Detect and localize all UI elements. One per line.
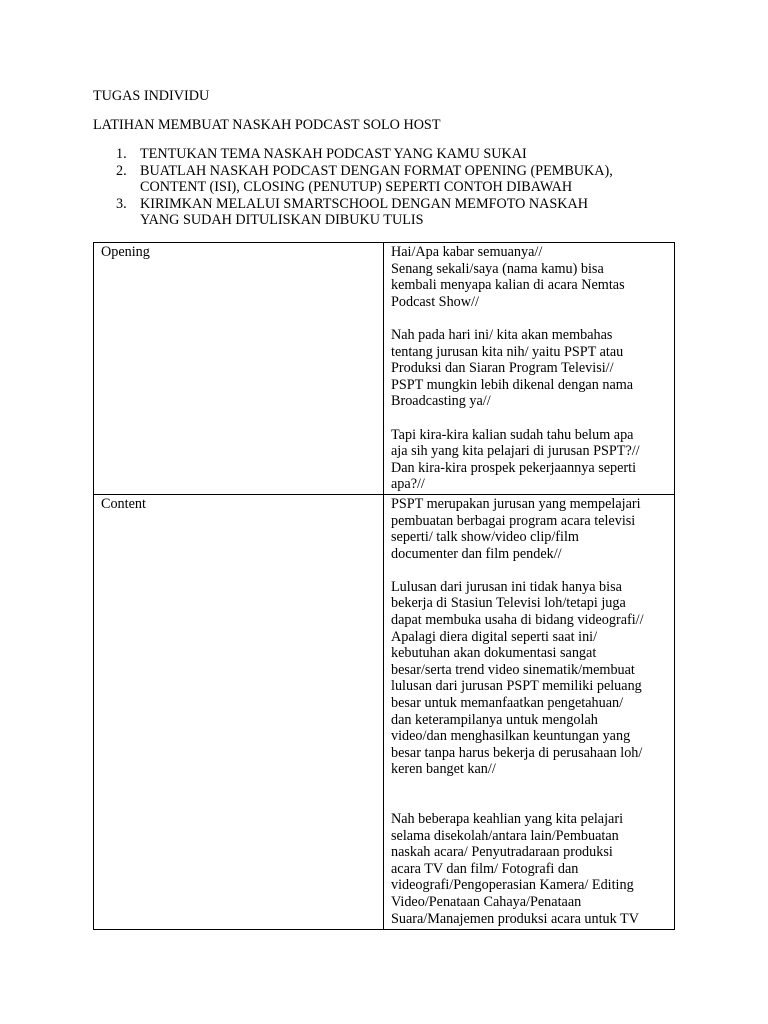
instruction-line: TENTUKAN TEMA NASKAH PODCAST YANG KAMU SUKAI bbox=[140, 146, 527, 162]
script-line: besar tanpa harus bekerja di perusahaan loh/ bbox=[391, 744, 643, 761]
script-line: besar/serta trend video sinematik/membuat bbox=[391, 661, 635, 678]
script-line: Dan kira-kira prospek pekerjaannya seperti bbox=[391, 459, 637, 476]
script-line: pembuatan berbagai program acara televisi bbox=[391, 512, 636, 529]
script-line: documenter dan film pendek// bbox=[391, 545, 562, 562]
script-line: Lulusan dari jurusan ini tidak hanya bisa bbox=[391, 578, 622, 595]
instruction-item bbox=[93, 146, 693, 163]
section-content bbox=[384, 243, 675, 495]
script-line: apa?// bbox=[391, 476, 425, 493]
script-line: acara TV dan film/ Fotografi dan bbox=[391, 860, 579, 877]
script-line: Produksi dan Siaran Program Televisi// bbox=[391, 360, 614, 377]
script-line: Senang sekali/saya (nama kamu) bisa bbox=[391, 260, 604, 277]
instruction-list bbox=[93, 146, 693, 229]
script-line: selama disekolah/antara lain/Pembuatan bbox=[391, 827, 619, 844]
instruction-number: 1. bbox=[116, 146, 127, 162]
script-line: Podcast Show// bbox=[391, 293, 479, 310]
section-label: Content bbox=[94, 494, 384, 929]
paragraph-gap bbox=[391, 410, 668, 427]
script-line: video/dan menghasilkan keuntungan yang bbox=[391, 728, 631, 745]
instruction-number: 3. bbox=[116, 195, 127, 212]
script-line: tentang jurusan kita nih/ yaitu PSPT atau bbox=[391, 343, 624, 360]
instruction-number: 2. bbox=[116, 162, 127, 179]
instruction-item bbox=[93, 196, 693, 229]
script-line: Broadcasting ya// bbox=[391, 393, 491, 410]
script-line: Nah beberapa keahlian yang kita pelajari bbox=[391, 811, 624, 827]
script-line: lulusan dari jurusan PSPT memiliki peluang bbox=[391, 678, 642, 695]
script-line: naskah acara/ Penyutradaraan produksi bbox=[391, 844, 613, 861]
script-line: videografi/Pengoperasian Kamera/ Editing bbox=[391, 877, 634, 894]
script-line: Video/Penataan Cahaya/Penataan bbox=[391, 893, 582, 910]
script-line: kembali menyapa kalian di acara Nemtas bbox=[391, 277, 625, 294]
document-title: TUGAS INDIVIDU bbox=[93, 88, 210, 104]
script-line: seperti/ talk show/video clip/film bbox=[391, 529, 579, 546]
table-row-content bbox=[94, 494, 675, 929]
script-line: Suara/Manajemen produksi acara untuk TV bbox=[391, 910, 639, 927]
instruction-line: KIRIMKAN MELALUI SMARTSCHOOL DENGAN MEMFOTO NASKAH bbox=[140, 195, 589, 212]
document-subtitle: LATIHAN MEMBUAT NASKAH PODCAST SOLO HOST bbox=[93, 117, 441, 133]
script-line: Nah pada hari ini/ kita akan membahas bbox=[391, 326, 613, 343]
script-line: PSPT mungkin lebih dikenal dengan nama bbox=[391, 376, 634, 393]
instruction-line: YANG SUDAH DITULISKAN DIBUKU TULIS bbox=[140, 212, 424, 229]
paragraph-gap bbox=[391, 310, 668, 327]
script-line: bekerja di Stasiun Televisi loh/tetapi juga bbox=[391, 595, 626, 612]
section-content bbox=[384, 494, 675, 929]
script-line: PSPT merupakan jurusan yang mempelajari bbox=[391, 495, 641, 512]
instruction-line: CONTENT (ISI), CLOSING (PENUTUP) SEPERTI CONTOH DIBAWAH bbox=[140, 179, 573, 196]
script-line: kebutuhan akan dokumentasi sangat bbox=[391, 645, 597, 662]
script-line: Tapi kira-kira kalian sudah tahu belum apa bbox=[391, 426, 634, 443]
script-line: Apalagi diera digital seperti saat ini/ bbox=[391, 628, 598, 645]
script-line: keren banget kan// bbox=[391, 761, 496, 778]
script-line: besar untuk memanfaatkan pengetahuan/ bbox=[391, 695, 624, 712]
script-line: Hai/Apa kabar semuanya// bbox=[391, 244, 543, 260]
script-line: dapat membuka usaha di bidang videografi// bbox=[391, 612, 644, 629]
paragraph-gap bbox=[391, 778, 668, 811]
script-line: aja sih yang kita pelajari di jurusan PSPT?// bbox=[391, 443, 640, 460]
table-row-opening bbox=[94, 243, 675, 495]
instruction-item bbox=[93, 163, 693, 196]
script-line: dan keterampilanya untuk mengolah bbox=[391, 711, 598, 728]
instruction-line: BUATLAH NASKAH PODCAST DENGAN FORMAT OPENING (PEMBUKA), bbox=[140, 162, 613, 179]
section-label: Opening bbox=[94, 243, 384, 495]
podcast-script-table bbox=[93, 242, 675, 930]
paragraph-gap bbox=[391, 562, 668, 579]
